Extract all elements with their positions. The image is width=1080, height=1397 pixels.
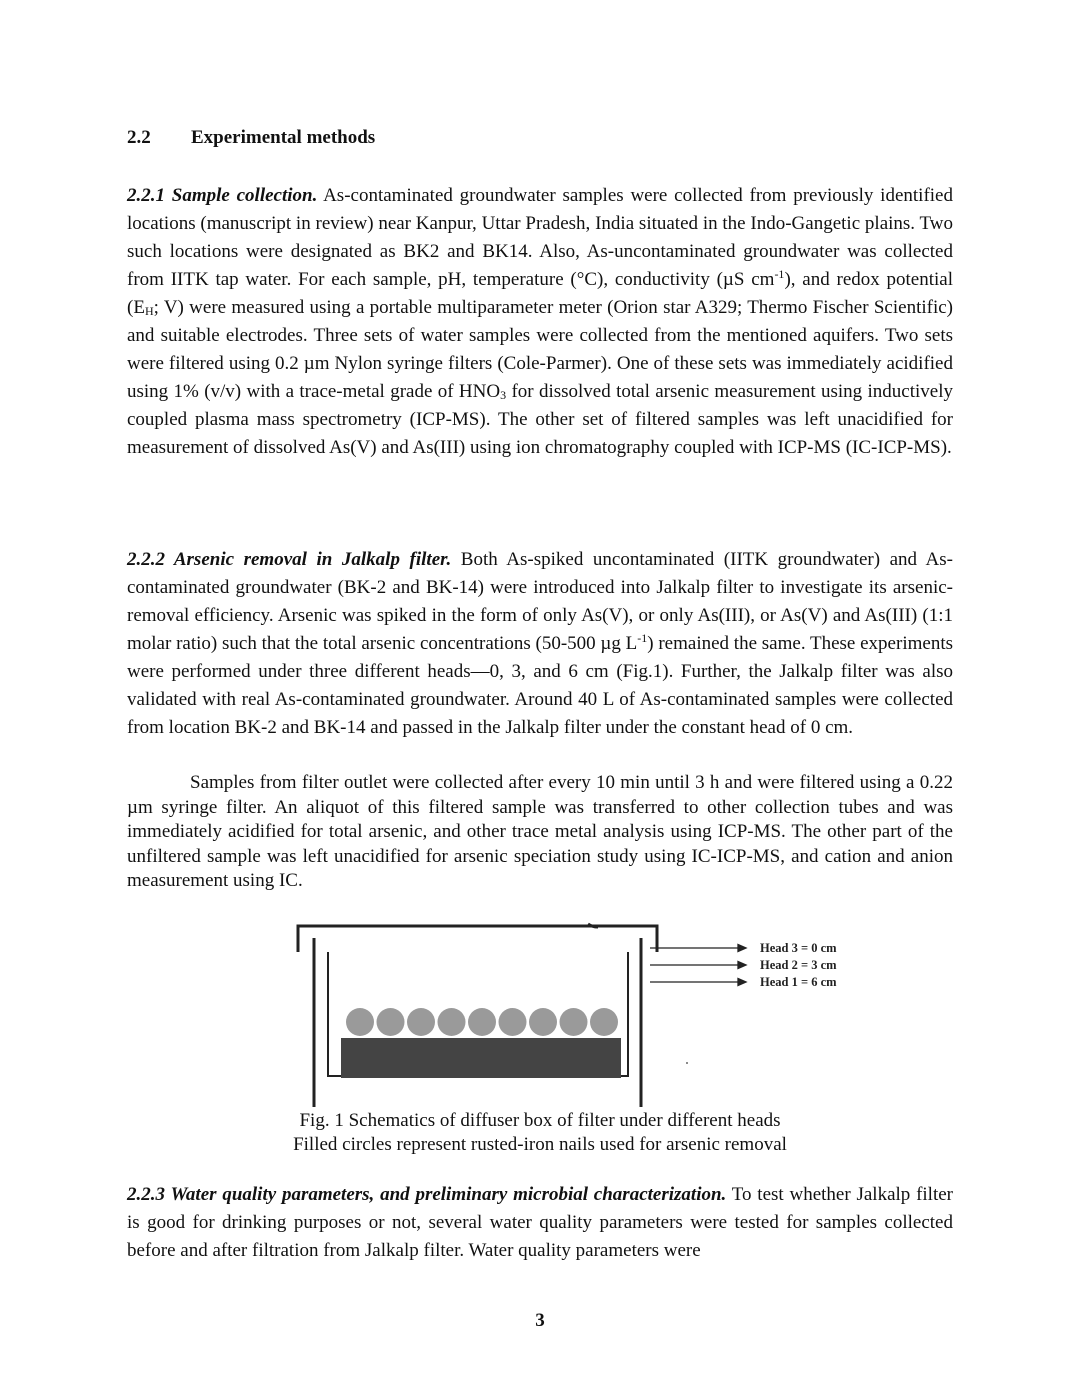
section-heading bbox=[127, 127, 953, 149]
subsection-water-quality bbox=[127, 1181, 953, 1265]
head-label: Head 2 = 3 cm bbox=[760, 958, 837, 972]
nail-circle bbox=[499, 1008, 527, 1036]
subsection-label: 2.2.1 Sample collection. bbox=[127, 185, 318, 206]
paragraph: 2.2.2 Arsenic removal in Jalkalp filter. Both As-spiked uncontaminated (IITK groundwater) and As-contaminated groundwater (BK-2 and BK-14) were introduced into Jalkalp filter to investigate its arsenic-removal efficiency. Arsenic was spiked in the form of only As(V), or only As(III), or As(V) and As(III) (1:1 molar ratio) such that the total arsenic concentrations (50-500 µg $L^{-1}$) remained the same. These experiments were performed under three different heads—0, 3, and 6 cm (Fig.1). Further, the Jalkalp filter was also validated with real As-contaminated groundwater. Around 40 L of As-contaminated samples were collected from location BK-2 and BK-14 and passed in the Jalkalp filter under the constant head of 0 cm. bbox=[127, 549, 953, 738]
nail-circle bbox=[346, 1008, 374, 1036]
paragraph: 2.2.1 Sample collection. As-contaminated groundwater samples were collected from previously identified locations (manuscript in review) near Kanpur, Uttar Pradesh, India situated in the Indo-Gangetic plains. Two such locations were designated as BK2 and BK14. Also, As-uncontaminated groundwater was collected from IITK tap water. For each sample, pH, temperature (°C), conductivity (µS $cm^{-1}$), and redox potential ($E_H$; V) were measured using a portable multiparameter meter (Orion star A329; Thermo Fischer Scientific) and suitable electrodes. Three sets of water samples were collected from the mentioned aquifers. Two sets were filtered using 0.2 µm Nylon syringe filters (Cole-Parmer). One of these sets was immediately acidified using 1% (v/v) with a trace-metal grade of $HNO_3$ for dissolved total arsenic measurement using inductively coupled plasma mass spectrometry (ICP-MS). The other set of filtered samples was left unacidified for measurement of dissolved As(V) and As(III) using ion chromatography coupled with ICP-MS (IC-ICP-MS). bbox=[127, 185, 954, 458]
paragraph: Samples from filter outlet were collected after every 10 min until 3 h and were filtered using a 0.22 µm syringe filter. An aliquot of this filtered sample was transferred to other collection tubes and was immediately acidified for total arsenic, and other trace metal analysis using ICP-MS. The other part of the unfiltered sample was left unacidified for arsenic speciation study using IC-ICP-MS, and cation and anion measurement using IC. bbox=[127, 772, 953, 891]
nail-circle bbox=[377, 1008, 405, 1036]
section-number: 2.2 bbox=[127, 127, 151, 148]
figure-caption: Fig. 1 Schematics of diffuser box of filter under different heads bbox=[299, 1110, 781, 1131]
nail-circle bbox=[590, 1008, 618, 1036]
subsection-arsenic-removal bbox=[127, 546, 953, 742]
head-label: Head 1 = 6 cm bbox=[760, 975, 837, 989]
nail-circle bbox=[560, 1008, 588, 1036]
nail-circle bbox=[529, 1008, 557, 1036]
speck bbox=[686, 1062, 688, 1064]
subsection-label: 2.2.2 Arsenic removal in Jalkalp filter. bbox=[127, 549, 452, 570]
page-number: 3 bbox=[535, 1310, 545, 1331]
nail-circle bbox=[438, 1008, 466, 1036]
subsection-sample-collection bbox=[127, 182, 953, 462]
head-label: Head 3 = 0 cm bbox=[760, 941, 837, 955]
nail-circle bbox=[468, 1008, 496, 1036]
iron-nails bbox=[346, 1008, 618, 1036]
paragraph-sampling bbox=[127, 771, 953, 894]
nail-circle bbox=[407, 1008, 435, 1036]
filter-diffuser-figure bbox=[290, 918, 870, 1113]
head-arrows bbox=[650, 945, 746, 986]
section-title: Experimental methods bbox=[191, 127, 376, 148]
filter-bed bbox=[341, 1038, 621, 1078]
figure-caption-note: Filled circles represent rusted-iron nails used for arsenic removal bbox=[293, 1134, 787, 1155]
subsection-label: 2.2.3 Water quality parameters, and preliminary microbial characterization. bbox=[127, 1184, 727, 1205]
paragraph: 2.2.3 Water quality parameters, and preliminary microbial characterization. To test whether Jalkalp filter is good for drinking purposes or not, several water quality parameters were tested for samples collected before and after filtration from Jalkalp filter. Water quality parameters were bbox=[127, 1184, 953, 1261]
